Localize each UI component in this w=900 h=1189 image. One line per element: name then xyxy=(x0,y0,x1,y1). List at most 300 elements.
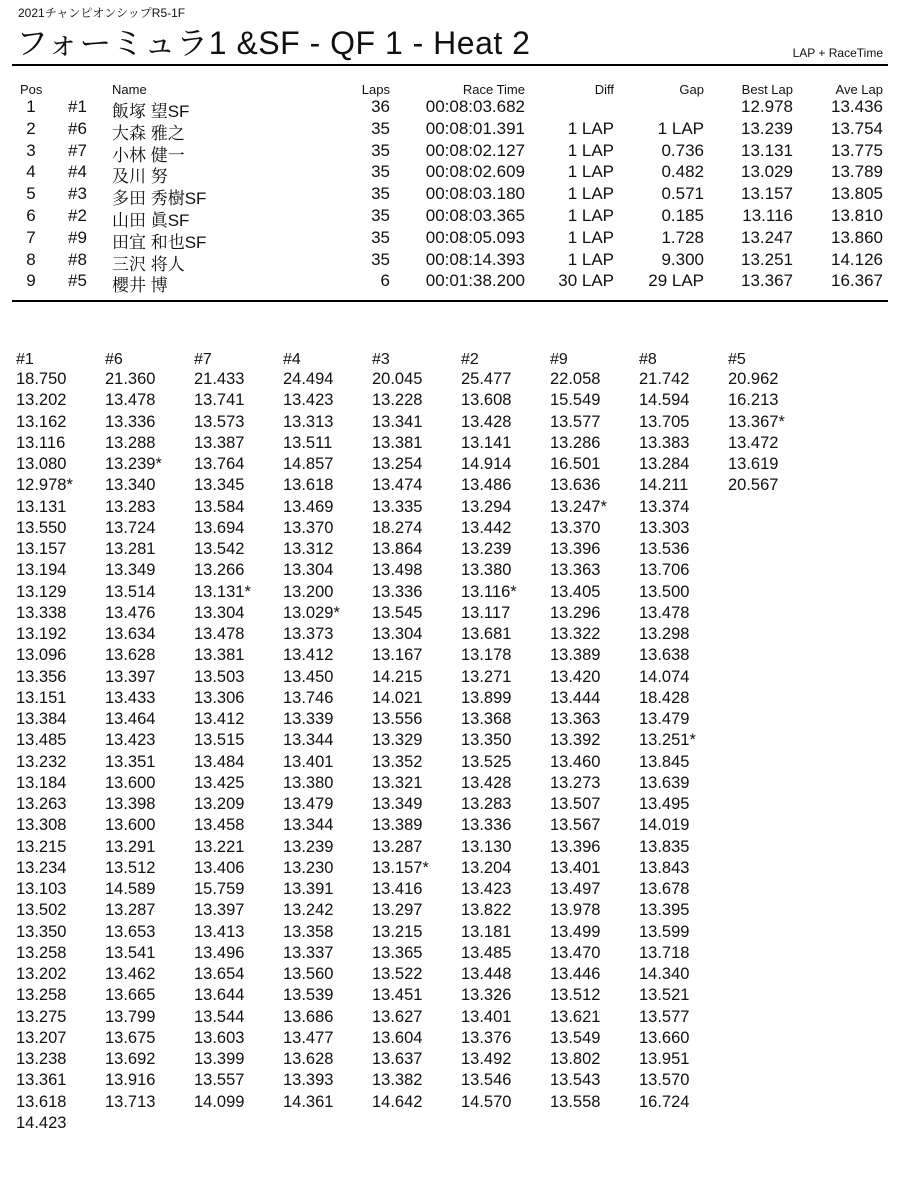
lap-time: 13.514 xyxy=(105,582,156,601)
lap-time: 21.742 xyxy=(639,370,690,388)
lap-time: 13.495 xyxy=(639,795,690,813)
cell-num: #2 xyxy=(68,206,87,225)
table-row xyxy=(0,206,900,230)
lap-time: 21.433 xyxy=(194,370,245,388)
cell-best: 13.131 xyxy=(741,140,793,160)
cell-name: 飯塚 望SF xyxy=(112,102,190,121)
lap-time: 20.567 xyxy=(728,476,779,495)
lap-time: 13.329 xyxy=(372,731,423,750)
event-subtitle: 2021チャンピオンシップR5-1F xyxy=(18,6,186,20)
cell-pos: 1 xyxy=(26,97,36,116)
lap-time: 13.339 xyxy=(283,710,334,728)
lap-time: 13.557 xyxy=(194,1071,245,1090)
cell-gap: 0.185 xyxy=(661,206,704,225)
lap-column xyxy=(16,350,106,1134)
lap-column xyxy=(550,350,640,1113)
lap-column xyxy=(283,350,373,1113)
lap-time: 13.281 xyxy=(105,540,156,558)
lap-time: 13.312 xyxy=(283,540,334,558)
lap-time: 13.308 xyxy=(16,816,67,835)
lap-time: 20.045 xyxy=(372,370,423,388)
lap-time: 18.274 xyxy=(372,518,423,537)
lap-time: 13.296 xyxy=(550,603,601,622)
lap-time: 15.759 xyxy=(194,880,245,898)
lap-time: 13.507 xyxy=(550,795,601,813)
lap-time: 13.639 xyxy=(639,773,690,792)
lap-column xyxy=(461,350,551,1113)
lap-time: 13.558 xyxy=(550,1092,601,1111)
lap-time: 13.469 xyxy=(283,497,334,516)
lap-time: 13.298 xyxy=(639,625,690,643)
lap-time: 13.539 xyxy=(283,986,334,1005)
lap-time: 13.096 xyxy=(16,646,67,665)
cell-num: #4 xyxy=(68,162,87,182)
lap-time: 13.618 xyxy=(16,1092,67,1111)
top-rule xyxy=(12,64,888,66)
lap-column-car: #9 xyxy=(550,351,568,368)
lap-time: 13.451 xyxy=(372,986,423,1005)
lap-time: 13.764 xyxy=(194,455,245,473)
lap-time: 13.117 xyxy=(461,603,511,622)
lap-time: 13.458 xyxy=(194,816,245,835)
lap-time: 13.478 xyxy=(194,625,245,643)
lap-time: 13.387 xyxy=(194,433,245,452)
lap-time: 13.573 xyxy=(194,412,245,431)
lap-time: 13.380 xyxy=(461,561,512,580)
lap-time: 13.263 xyxy=(16,795,67,813)
lap-time: 13.608 xyxy=(461,391,512,410)
lap-time: 13.397 xyxy=(194,901,245,920)
cell-diff: 1 LAP xyxy=(567,206,614,225)
lap-column-car: #7 xyxy=(194,351,212,368)
lap-time: 13.845 xyxy=(639,752,690,771)
table-row xyxy=(0,271,900,296)
table-row xyxy=(0,227,900,252)
lap-time: 13.376 xyxy=(461,1028,512,1047)
lap-time: 13.618 xyxy=(283,476,334,495)
cell-race-time: 00:08:01.391 xyxy=(425,118,525,138)
cell-ave: 13.805 xyxy=(831,184,883,204)
lap-column xyxy=(194,350,284,1113)
lap-column-car: #1 xyxy=(16,351,34,368)
lap-time: 13.446 xyxy=(550,965,601,983)
cell-num: #6 xyxy=(68,118,87,138)
lap-time: 13.291 xyxy=(105,837,156,856)
lap-time: 13.157 xyxy=(16,540,67,558)
bottom-rule xyxy=(12,300,888,302)
lap-time: 13.654 xyxy=(194,965,245,983)
lap-column-car: #8 xyxy=(639,351,657,368)
cell-ave: 14.126 xyxy=(831,249,883,269)
lap-time: 13.326 xyxy=(461,986,512,1005)
cell-laps: 6 xyxy=(380,271,390,291)
lap-time: 14.074 xyxy=(639,667,690,686)
lap-time: 13.413 xyxy=(194,922,245,941)
cell-num: #5 xyxy=(68,271,87,291)
lap-time: 13.746 xyxy=(283,688,334,707)
lap-time: 13.258 xyxy=(16,986,67,1005)
cell-ave: 13.775 xyxy=(831,140,883,160)
lap-time: 13.741 xyxy=(194,391,245,410)
cell-race-time: 00:08:02.609 xyxy=(425,162,525,182)
lap-time: 13.600 xyxy=(105,773,156,792)
lap-time: 13.843 xyxy=(639,858,690,877)
lap-time: 13.416 xyxy=(372,880,423,898)
lap-time: 13.181 xyxy=(461,922,512,941)
lap-time: 13.550 xyxy=(16,518,67,537)
lap-time: 14.019 xyxy=(639,816,690,835)
lap-time: 13.351 xyxy=(105,752,156,771)
lap-time: 13.239 xyxy=(283,837,334,856)
lap-time: 13.162 xyxy=(16,412,67,431)
lap-time: 13.336 xyxy=(105,412,156,431)
lap-time: 13.381 xyxy=(194,646,245,665)
cell-best: 13.157 xyxy=(741,184,793,204)
lap-time: 13.207 xyxy=(16,1028,67,1047)
lap-time: 13.322 xyxy=(550,625,601,643)
lap-time: 13.916 xyxy=(105,1071,156,1090)
lap-time: 13.167 xyxy=(372,646,423,665)
lap-time: 14.423 xyxy=(16,1113,67,1132)
lap-time: 13.297 xyxy=(372,901,423,920)
lap-time: 13.389 xyxy=(372,816,423,835)
lap-time: 13.373 xyxy=(283,625,334,643)
lap-time: 13.864 xyxy=(372,540,423,558)
lap-time: 13.577 xyxy=(550,412,601,431)
cell-pos: 2 xyxy=(26,118,36,138)
lap-time: 14.570 xyxy=(461,1092,512,1111)
lap-time: 13.304 xyxy=(372,625,423,643)
lap-time: 13.349 xyxy=(105,561,156,580)
lap-time: 13.412 xyxy=(283,646,334,665)
lap-time: 13.718 xyxy=(639,943,690,962)
cell-best: 13.367 xyxy=(741,271,793,291)
lap-time: 13.266 xyxy=(194,561,245,580)
lap-time: 13.344 xyxy=(283,816,334,835)
lap-time: 13.802 xyxy=(550,1050,601,1068)
cell-diff: 1 LAP xyxy=(567,249,614,269)
cell-name: 大森 雅之 xyxy=(112,123,185,143)
lap-time: 13.383 xyxy=(639,433,690,452)
lap-column-car: #6 xyxy=(105,351,123,368)
lap-time: 13.247* xyxy=(550,497,607,516)
cell-ave: 13.810 xyxy=(831,206,883,225)
lap-time: 14.589 xyxy=(105,880,156,898)
cell-num: #8 xyxy=(68,249,87,269)
lap-time: 13.192 xyxy=(16,625,67,643)
lap-time: 13.393 xyxy=(283,1071,334,1090)
lap-time: 13.560 xyxy=(283,965,334,983)
lap-time: 13.287 xyxy=(105,901,156,920)
lap-time: 13.239* xyxy=(105,455,162,473)
lap-time: 13.130 xyxy=(461,837,512,856)
lap-time: 13.258 xyxy=(16,943,67,962)
lap-time: 13.425 xyxy=(194,773,245,792)
table-row xyxy=(0,249,900,274)
cell-name: 田宜 和也SF xyxy=(112,232,207,252)
lap-time: 13.634 xyxy=(105,625,156,643)
cell-ave: 13.860 xyxy=(831,227,883,247)
cell-laps: 35 xyxy=(371,249,390,269)
lap-time: 13.356 xyxy=(16,667,67,686)
cell-ave: 13.754 xyxy=(831,118,883,138)
lap-time: 13.370 xyxy=(550,518,601,537)
cell-gap: 0.736 xyxy=(661,140,704,160)
lap-time: 13.479 xyxy=(639,710,690,728)
lap-time: 13.412 xyxy=(194,710,245,728)
lap-time: 13.644 xyxy=(194,986,245,1005)
lap-time: 13.228 xyxy=(372,391,423,410)
lap-time: 13.405 xyxy=(550,582,601,601)
cell-best: 13.029 xyxy=(741,162,793,182)
lap-time: 13.029* xyxy=(283,603,340,622)
lap-time: 24.494 xyxy=(283,370,334,388)
lap-time: 13.313 xyxy=(283,412,334,431)
lap-time: 13.406 xyxy=(194,858,245,877)
lap-time: 13.304 xyxy=(194,603,245,622)
lap-time: 13.500 xyxy=(639,582,690,601)
lap-time: 13.202 xyxy=(16,391,67,410)
lap-column xyxy=(639,350,729,1113)
lap-time: 13.392 xyxy=(550,731,601,750)
cell-diff: 1 LAP xyxy=(567,184,614,204)
cell-gap: 1.728 xyxy=(661,227,704,247)
lap-time: 13.433 xyxy=(105,688,156,707)
cell-name: 小林 健一 xyxy=(112,145,185,165)
lap-time: 13.450 xyxy=(283,667,334,686)
cell-best: 13.116 xyxy=(742,206,793,225)
cell-race-time: 00:08:03.180 xyxy=(425,184,525,204)
lap-time: 13.472 xyxy=(728,433,779,452)
lap-time: 13.724 xyxy=(105,518,156,537)
lap-time: 13.522 xyxy=(372,965,423,983)
lap-time: 13.636 xyxy=(550,476,601,495)
cell-num: #1 xyxy=(68,97,87,116)
lap-time: 13.337 xyxy=(283,943,334,962)
cell-gap: 0.571 xyxy=(661,184,704,204)
lap-time: 13.536 xyxy=(639,540,690,558)
cell-pos: 3 xyxy=(26,140,36,160)
cell-num: #3 xyxy=(68,184,87,204)
cell-diff: 1 LAP xyxy=(567,118,614,138)
lap-time: 13.384 xyxy=(16,710,67,728)
cell-pos: 8 xyxy=(26,249,36,269)
lap-time: 13.499 xyxy=(550,922,601,941)
cell-pos: 4 xyxy=(26,162,36,182)
lap-time: 13.363 xyxy=(550,710,601,728)
lap-time: 13.344 xyxy=(283,731,334,750)
lap-time: 18.428 xyxy=(639,688,690,707)
lap-time: 13.389 xyxy=(550,646,601,665)
lap-time: 13.477 xyxy=(283,1028,334,1047)
cell-race-time: 00:08:05.093 xyxy=(425,227,525,247)
lap-time: 14.857 xyxy=(283,455,334,473)
lap-time: 13.336 xyxy=(372,582,423,601)
cell-race-time: 00:08:02.127 xyxy=(425,140,525,160)
lap-column-car: #5 xyxy=(728,351,746,368)
lap-time: 13.352 xyxy=(372,752,423,771)
lap-time: 13.799 xyxy=(105,1007,156,1026)
lap-time: 13.103 xyxy=(16,880,67,898)
lap-time: 22.058 xyxy=(550,370,601,388)
cell-gap: 9.300 xyxy=(661,249,704,269)
cell-laps: 35 xyxy=(371,162,390,182)
lap-time: 13.283 xyxy=(105,497,156,516)
lap-time: 14.594 xyxy=(639,391,690,410)
header-ave-lap: Ave Lap xyxy=(835,82,883,97)
lap-time: 18.750 xyxy=(16,370,67,388)
lap-time: 13.129 xyxy=(16,582,67,601)
header-pos: Pos xyxy=(20,82,43,97)
cell-diff: 1 LAP xyxy=(567,227,614,247)
lap-time: 13.304 xyxy=(283,561,334,580)
lap-time: 13.675 xyxy=(105,1028,156,1047)
lap-time: 13.368 xyxy=(461,710,512,728)
cell-pos: 5 xyxy=(26,184,36,204)
lap-time: 13.653 xyxy=(105,922,156,941)
lap-time: 13.692 xyxy=(105,1050,156,1068)
lap-time: 13.428 xyxy=(461,412,512,431)
lap-time: 13.627 xyxy=(372,1007,423,1026)
lap-time: 13.474 xyxy=(372,476,423,495)
lap-time: 13.546 xyxy=(461,1071,512,1090)
cell-name: 多田 秀樹SF xyxy=(112,189,207,209)
lap-time: 13.283 xyxy=(461,795,512,813)
lap-time: 13.358 xyxy=(283,922,334,941)
lap-time: 13.460 xyxy=(550,752,601,771)
lap-time: 13.178 xyxy=(461,646,512,665)
lap-time: 13.080 xyxy=(16,455,67,473)
lap-time: 16.213 xyxy=(728,391,779,410)
lap-time: 13.204 xyxy=(461,858,512,877)
lap-time: 13.486 xyxy=(461,476,512,495)
lap-time: 13.541 xyxy=(105,943,156,962)
lap-time: 13.116* xyxy=(461,582,517,601)
lap-time: 13.194 xyxy=(16,561,67,580)
cell-race-time: 00:08:03.682 xyxy=(425,97,525,116)
lap-time: 13.397 xyxy=(105,667,156,686)
lap-time: 13.705 xyxy=(639,412,690,431)
cell-gap: 29 LAP xyxy=(648,271,704,291)
lap-time: 13.899 xyxy=(461,688,512,707)
lap-time: 13.502 xyxy=(16,901,67,920)
lap-time: 13.503 xyxy=(194,667,245,686)
lap-time: 13.271 xyxy=(461,667,512,686)
cell-num: #7 xyxy=(68,140,87,160)
lap-time: 13.151 xyxy=(16,688,67,707)
lap-time: 13.340 xyxy=(105,476,156,495)
lap-time: 13.496 xyxy=(194,943,245,962)
lap-time: 13.485 xyxy=(461,943,512,962)
lap-column-car: #2 xyxy=(461,351,479,368)
lap-time: 13.184 xyxy=(16,773,67,792)
lap-time: 14.099 xyxy=(194,1092,245,1111)
lap-time: 13.681 xyxy=(461,625,512,643)
lap-time: 13.221 xyxy=(194,837,245,856)
lap-column-car: #4 xyxy=(283,351,301,368)
lap-time: 13.497 xyxy=(550,880,601,898)
lap-time: 13.350 xyxy=(461,731,512,750)
lap-time: 14.340 xyxy=(639,965,690,983)
cell-best: 13.239 xyxy=(741,118,793,138)
lap-time: 13.230 xyxy=(283,858,334,877)
lap-time: 13.238 xyxy=(16,1050,67,1068)
lap-time: 13.577 xyxy=(639,1007,690,1026)
lap-time: 13.621 xyxy=(550,1007,601,1026)
lap-time: 13.239 xyxy=(461,540,512,558)
lap-time: 13.367* xyxy=(728,412,785,431)
header-race-time: Race Time xyxy=(462,82,525,97)
page-title: フォーミュラ1 &SF - QF 1 - Heat 2 xyxy=(16,25,531,61)
lap-time: 13.131 xyxy=(16,497,67,516)
lap-time: 13.444 xyxy=(550,688,601,707)
lap-time: 13.485 xyxy=(16,731,67,750)
lap-time: 13.567 xyxy=(550,816,601,835)
cell-laps: 35 xyxy=(371,227,390,247)
cell-race-time: 00:08:03.365 xyxy=(425,206,525,225)
lap-time: 13.141 xyxy=(461,433,512,452)
lap-column xyxy=(372,350,462,1113)
lap-time: 13.660 xyxy=(639,1028,690,1047)
cell-name: 山田 眞SF xyxy=(112,211,190,230)
header-laps: Laps xyxy=(361,82,390,97)
lap-time: 13.521 xyxy=(639,986,690,1005)
lap-time: 13.232 xyxy=(16,752,67,771)
lap-time: 13.599 xyxy=(639,922,690,941)
lap-time: 13.478 xyxy=(105,391,156,410)
lap-time: 20.962 xyxy=(728,370,779,388)
lap-time: 13.484 xyxy=(194,752,245,771)
table-row xyxy=(0,184,900,209)
header-best-lap: Best Lap xyxy=(741,82,793,97)
lap-time: 13.479 xyxy=(283,795,334,813)
lap-time: 13.365 xyxy=(372,943,423,962)
table-row xyxy=(0,162,900,187)
lap-time: 13.423 xyxy=(461,880,512,898)
lap-time: 13.401 xyxy=(550,858,601,877)
lap-time: 13.442 xyxy=(461,518,512,537)
lap-time: 13.396 xyxy=(550,540,601,558)
lap-time: 13.341 xyxy=(372,412,423,431)
lap-time: 13.215 xyxy=(372,922,423,941)
lap-time: 13.395 xyxy=(639,901,690,920)
lap-time: 21.360 xyxy=(105,370,156,388)
lap-time: 13.464 xyxy=(105,710,156,728)
lap-time: 13.303 xyxy=(639,518,690,537)
lap-time: 13.423 xyxy=(105,731,156,750)
lap-time: 13.420 xyxy=(550,667,601,686)
lap-time: 13.619 xyxy=(728,455,779,473)
lap-time: 14.361 xyxy=(283,1092,334,1111)
lap-time: 13.381 xyxy=(372,433,423,452)
header-diff: Diff xyxy=(594,82,614,97)
cell-ave: 13.789 xyxy=(831,162,883,182)
lap-time: 13.398 xyxy=(105,795,156,813)
table-row xyxy=(0,118,900,143)
lap-time: 13.476 xyxy=(105,603,156,622)
lap-time: 13.570 xyxy=(639,1071,690,1090)
lap-column-car: #3 xyxy=(372,351,390,368)
lap-time: 13.584 xyxy=(194,497,245,516)
lap-time: 13.638 xyxy=(639,646,690,665)
lap-time: 13.306 xyxy=(194,688,245,707)
lap-time: 13.542 xyxy=(194,540,245,558)
lap-time: 15.549 xyxy=(550,391,601,410)
lap-time: 13.370 xyxy=(283,518,334,537)
lap-time: 13.543 xyxy=(550,1071,601,1090)
lap-time: 13.396 xyxy=(550,837,601,856)
cell-pos: 6 xyxy=(26,206,36,225)
